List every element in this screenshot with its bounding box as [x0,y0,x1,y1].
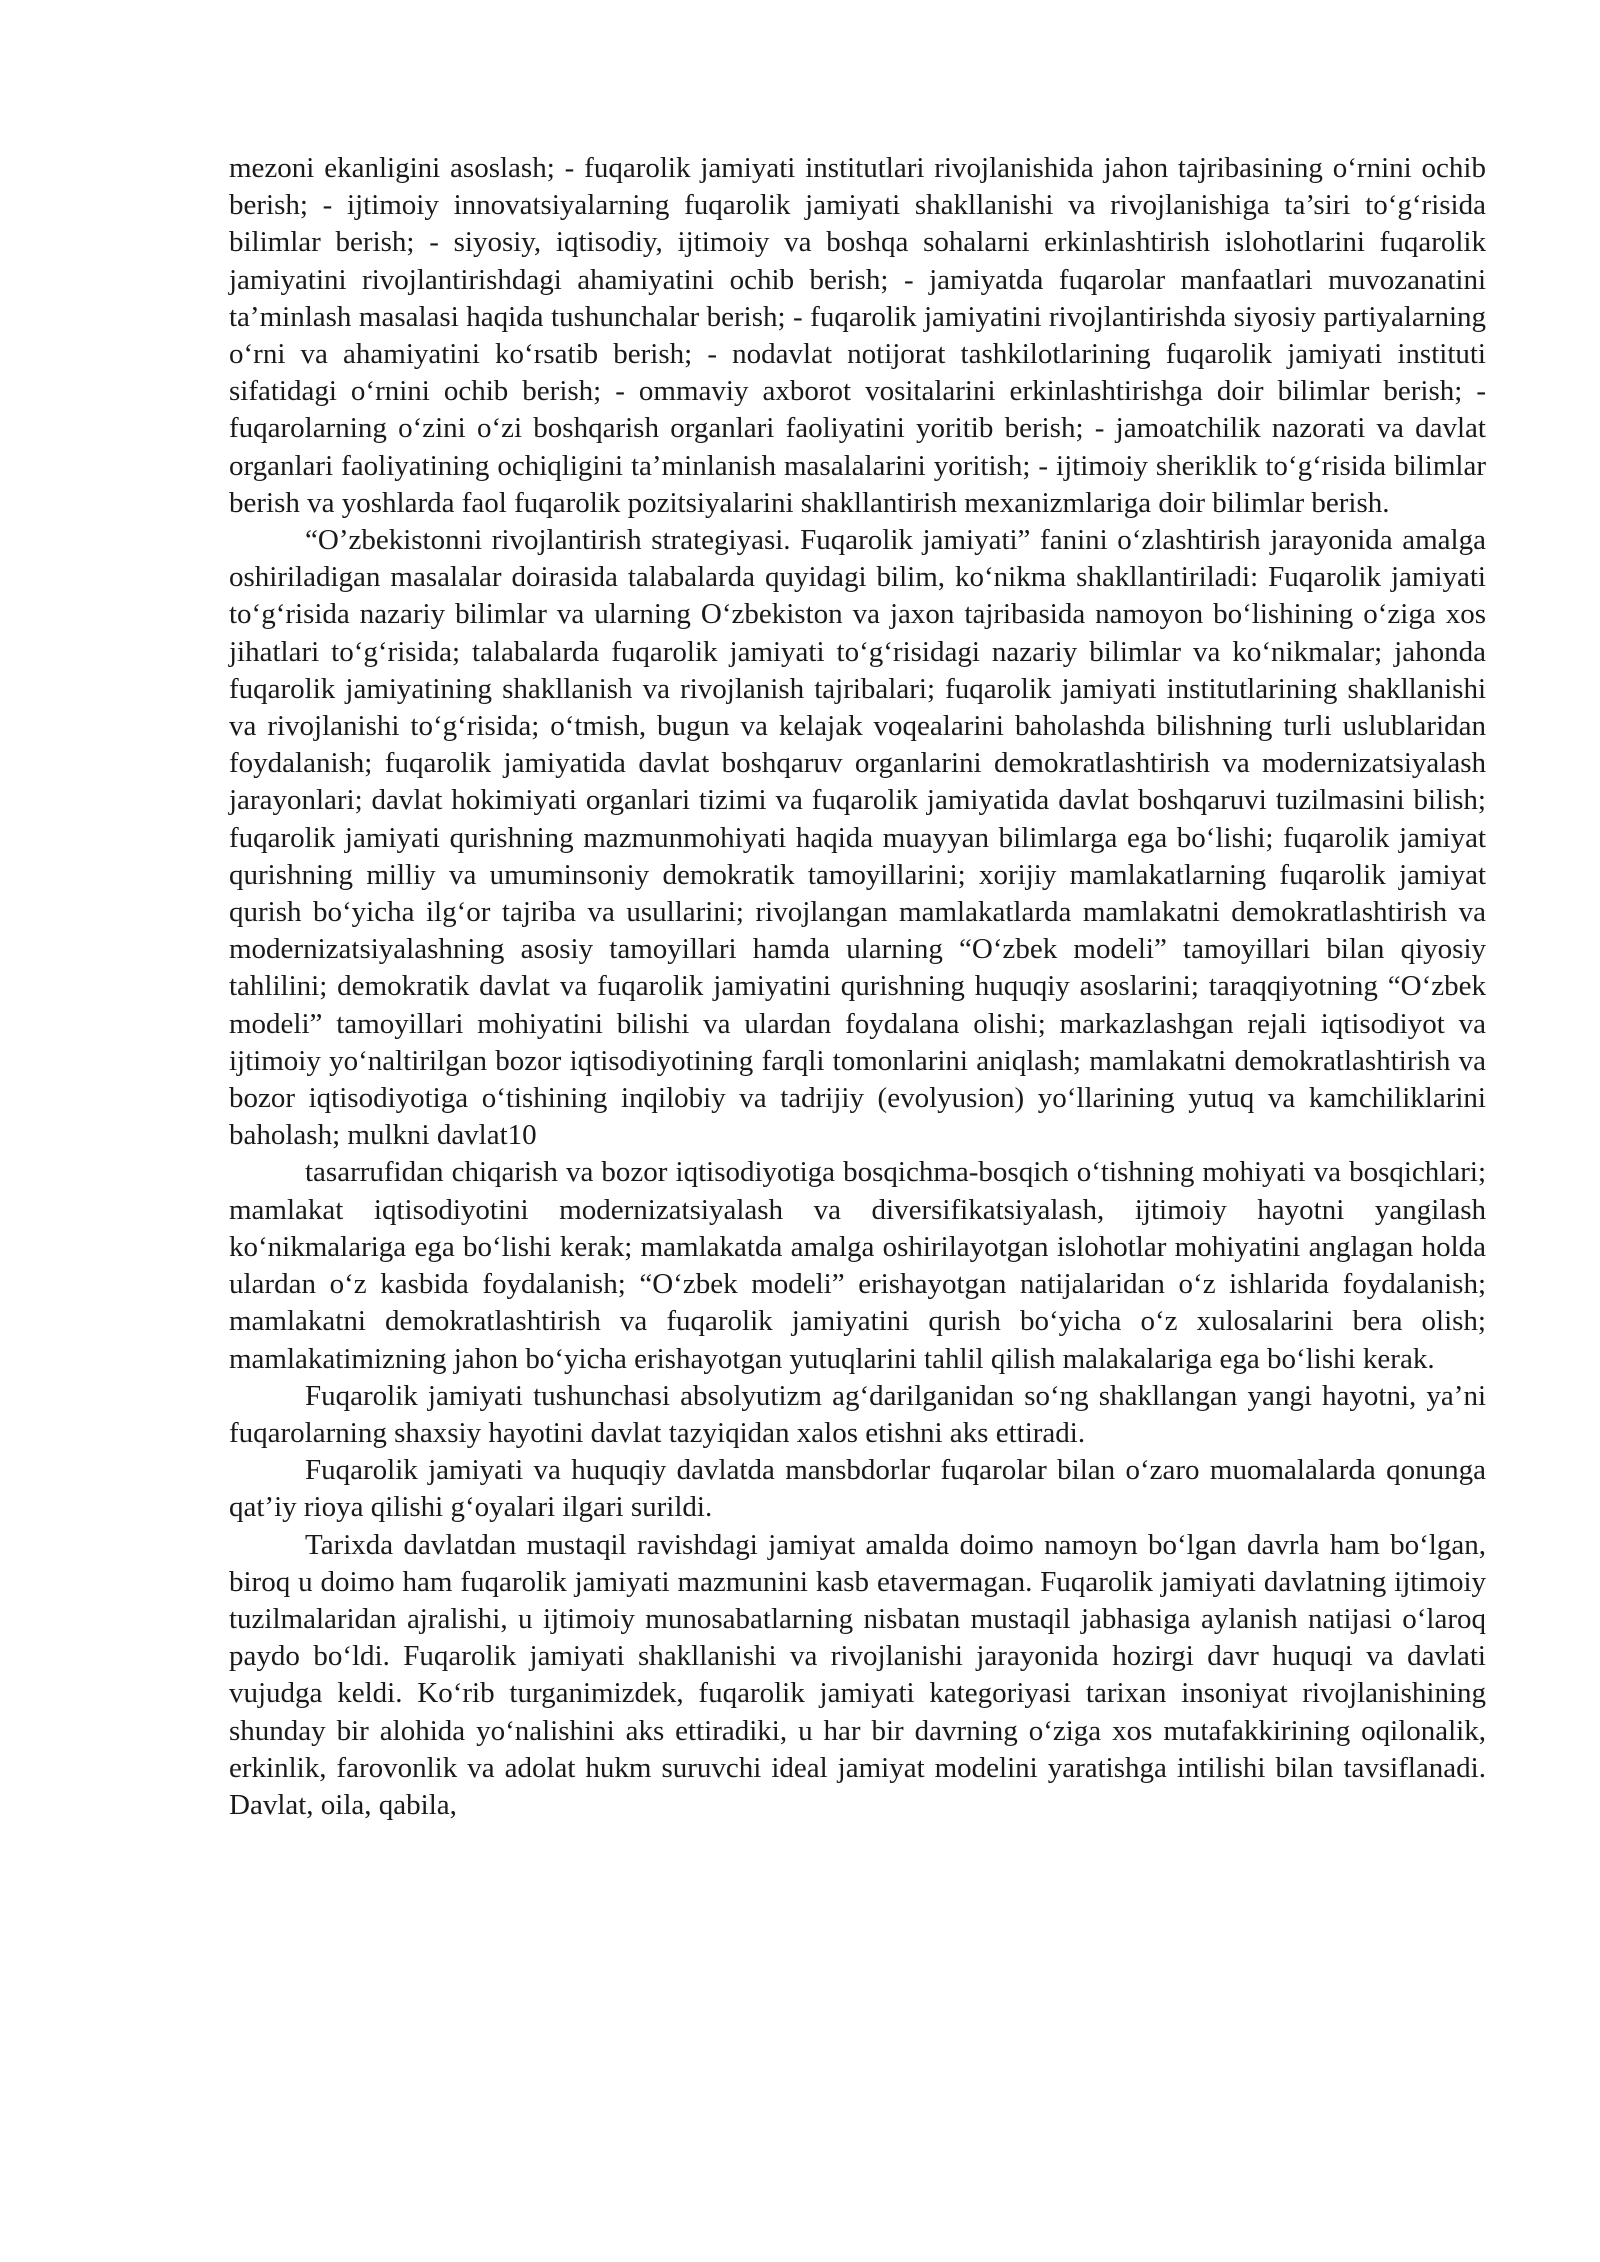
paragraph-absolutism: Fuqarolik jamiyati tushunchasi absolyutizm ag‘darilganidan so‘ng shakllangan yangi hayotni, ya’ni fuqarolarning shaxsiy hayotini davlat tazyiqidan xalos etishni aks ettiradi. [229,1379,1486,1449]
paragraph-rule-of-law: Fuqarolik jamiyati va huquqiy davlatda mansbdorlar fuqarolar bilan o‘zaro muomalalarda qonunga qat’iy rioya qilishi g‘oyalari ilgari surildi. [229,1454,1486,1524]
paragraph-course-skills: “O’zbekistonni rivojlantirish strategiyasi. Fuqarolik jamiyati” fanini o‘zlashtirish jarayonida amalga oshiriladigan masalalar doirasida talabalarda quyidagi bilim, ko‘nikma shakllantiriladi: Fuqarolik jamiyati to‘g‘risida nazariy bilimlar va ularning O‘zbekiston va jaxon tajribasida namoyon bo‘lishining o‘ziga xos jihatlari to‘g‘risida; talabalarda fuqarolik jamiyati to‘g‘risidagi nazariy bilimlar va ko‘nikmalar; jahonda fuqarolik jamiyatining shakllanish va rivojlanish tajribalari; fuqarolik jamiyati institutlarining shakllanishi va rivojlanishi to‘g‘risida; o‘tmish, bugun va kelajak voqealarini baholashda bilishning turli uslublaridan foydalanish; fuqarolik jamiyatida davlat boshqaruv organlarini demokratlashtirish va modernizatsiyalash jarayonlari; davlat hokimiyati organlari tizimi va fuqarolik jamiyatida davlat boshqaruvi tuzilmasini bilish; fuqarolik jamiyati qurishning mazmunmohiyati haqida muayyan bilimlarga ega bo‘lishi; fuqarolik jamiyat qurishning milliy va umuminsoniy demokratik tamoyillarini; xorijiy mamlakatlarning fuqarolik jamiyat qurish bo‘yicha ilg‘or tajriba va usullarini; rivojlangan mamlakatlarda mamlakatni demokratlashtirish va modernizatsiyalashning asosiy tamoyillari hamda ularning “O‘zbek modeli” tamoyillari bilan qiyosiy tahlilini; demokratik davlat va fuqarolik jamiyatini qurishning huquqiy asoslarini; taraqqiyotning “O‘zbek modeli” tamoyillari mohiyatini bilishi va ulardan foydalana olishi; markazlashgan rejali iqtisodiyot va ijtimoiy yo‘naltirilgan bozor iqtisodiyotining farqli tomonlarini aniqlash; mamlakatni demokratlashtirish va bozor iqtisodiyotiga o‘tishining inqilobiy va tadrijiy (evolyusion) yo‘llarining yutuq va kamchiliklarini baholash; mulkni davlat10 [229,524,1486,1152]
document-page [229,150,1486,1824]
paragraph-goals-list: mezoni ekanligini asoslash; - fuqarolik jamiyati institutlari rivojlanishida jahon tajribasining o‘rnini ochib berish; - ijtimoiy innovatsiyalarning fuqarolik jamiyati shakllanishi va rivojlanishiga ta’siri to‘g‘risida bilimlar berish; - siyosiy, iqtisodiy, ijtimoiy va boshqa sohalarni erkinlashtirish islohotlarini fuqarolik jamiyatini rivojlantirishdagi ahamiyatini ochib berish; - jamiyatda fuqarolar manfaatlari muvozanatini ta’minlash masalasi haqida tushunchalar berish; - fuqarolik jamiyatini rivojlantirishda siyosiy partiyalarning o‘rni va ahamiyatini ko‘rsatib berish; - nodavlat notijorat tashkilotlarining fuqarolik jamiyati instituti sifatidagi o‘rnini ochib berish; - ommaviy axborot vositalarini erkinlashtirishga doir bilimlar berish; - fuqarolarning o‘zini o‘zi boshqarish organlari faoliyatini yoritib berish; - jamoatchilik nazorati va davlat organlari faoliyatining ochiqligini ta’minlanish masalalarini yoritish; - ijtimoiy sheriklik to‘g‘risida bilimlar berish va yoshlarda faol fuqarolik pozitsiyalarini shakllantirish mexanizmlariga doir bilimlar berish. [229,152,1486,519]
paragraph-history: Tarixda davlatdan mustaqil ravishdagi jamiyat amalda doimo namoyn bo‘lgan davrla ham bo‘lgan, biroq u doimo ham fuqarolik jamiyati mazmunini kasb etavermagan. Fuqarolik jamiyati davlatning ijtimoiy tuzilmalaridan ajralishi, u ijtimoiy munosabatlarning nisbatan mustaqil jabhasiga aylanish natijasi o‘laroq paydo bo‘ldi. Fuqarolik jamiyati shakllanishi va rivojlanishi jarayonida hozirgi davr huquqi va davlati vujudga keldi. Ko‘rib turganimizdek, fuqarolik jamiyati kategoriyasi tarixan insoniyat rivojlanishining shunday bir alohida yo‘nalishini aks ettiradiki, u har bir davrning o‘ziga xos mutafakkirining oqilonalik, erkinlik, farovonlik va adolat hukm suruvchi ideal jamiyat modelini yaratishga intilishi bilan tavsiflanadi. Davlat, oila, qabila, [229,1528,1486,1821]
paragraph-skills-continued: tasarrufidan chiqarish va bozor iqtisodiyotiga bosqichma-bosqich o‘tishning mohiyati va bosqichlari; mamlakat iqtisodiyotini modernizatsiyalash va diversifikatsiyalash, ijtimoiy hayotni yangilash ko‘nikmalariga ega bo‘lishi kerak; mamlakatda amalga oshirilayotgan islohotlar mohiyatini anglagan holda ulardan o‘z kasbida foydalanish; “O‘zbek modeli” erishayotgan natijalaridan o‘z ishlarida foydalanish; mamlakatni demokratlashtirish va fuqarolik jamiyatini qurish bo‘yicha o‘z xulosalarini bera olish; mamlakatimizning jahon bo‘yicha erishayotgan yutuqlarini tahlil qilish malakalariga ega bo‘lishi kerak. [229,1156,1486,1375]
